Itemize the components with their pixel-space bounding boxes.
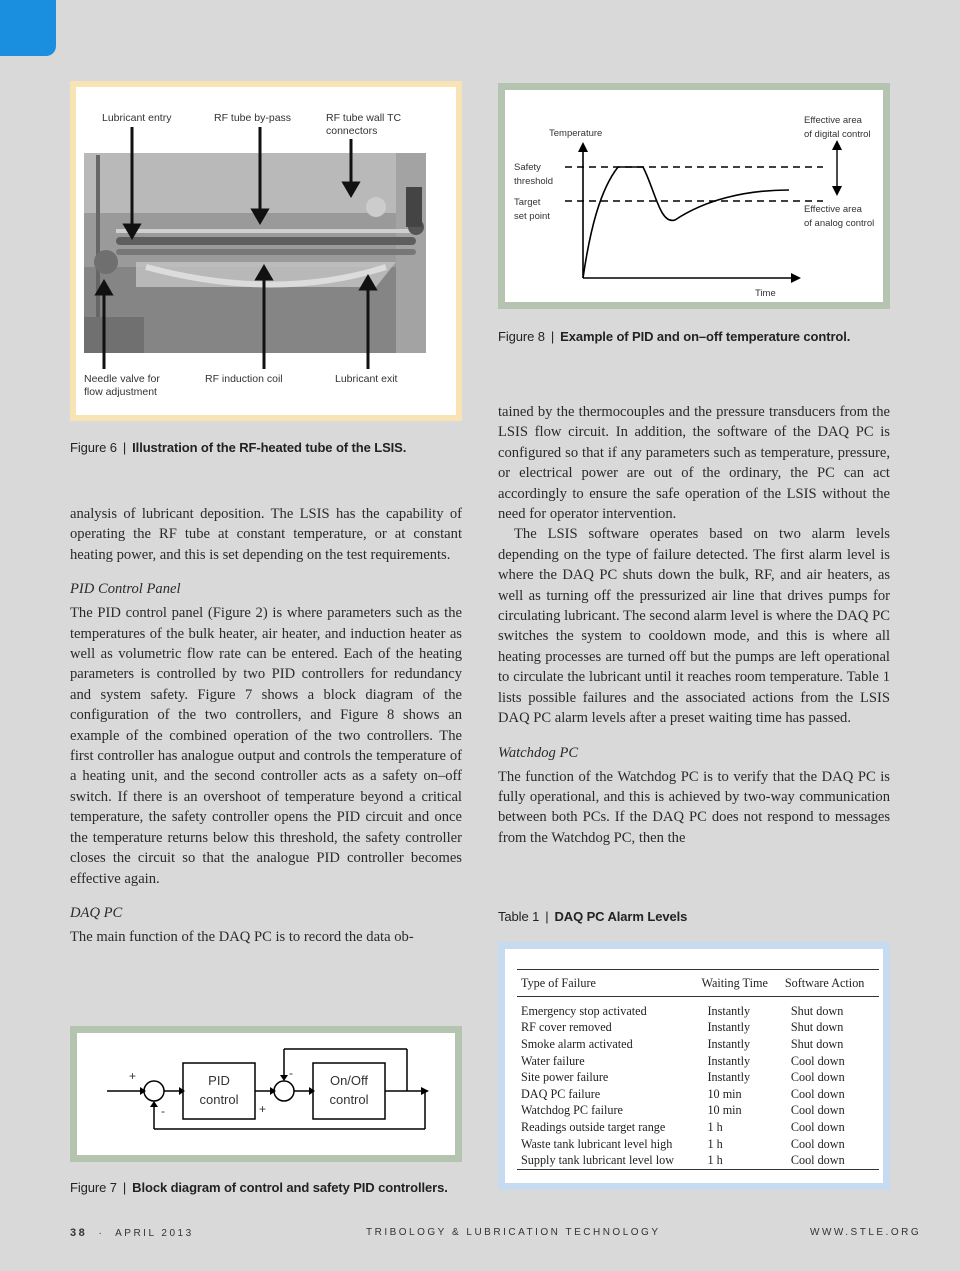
sign-minus-2: - bbox=[289, 1066, 293, 1080]
table-row bbox=[517, 1020, 879, 1037]
table-row bbox=[517, 1136, 879, 1153]
left-paragraph-2: The PID control panel (Figure 2) is where parameters such as the temperatures of the bulk heater, air heater, and induction heater as well as volumetric flow rate can be entered. Each of the heating parameters is controlled by two PID controllers for redundancy and system safety. Figure 7 shows a block diagram of the configuration of the two controllers, and Figure 8 shows an example of the combined operation of the two controllers. The first controller has analogue output and controls the temperature of a heating unit, and the second controller acts as a safety on–off switch. If there is an overshoot of temperature beyond a critical temperature, the safety controller opens the PID circuit and once the temperature returns below this threshold, the safety controller closes the circuit so that the analogue PID controller becomes effective again. bbox=[70, 605, 462, 887]
cell-failure: Emergency stop activated bbox=[521, 1003, 647, 1018]
col-header-failure: Type of Failure bbox=[521, 975, 596, 990]
cell-waiting: Instantly bbox=[707, 1070, 751, 1085]
figure-6 bbox=[70, 81, 462, 421]
label-lubricant-entry: Lubricant entry bbox=[102, 112, 172, 124]
ylabel: Temperature bbox=[549, 128, 603, 139]
corner-tab bbox=[0, 0, 56, 56]
footer-dot: · bbox=[98, 1228, 105, 1239]
journal-name: TRIBOLOGY & LUBRICATION TECHNOLOGY bbox=[366, 1227, 661, 1238]
target-label-2: set point bbox=[514, 211, 550, 222]
col-header-waiting: Waiting Time bbox=[701, 975, 768, 990]
heading-daq-pc: DAQ PC bbox=[70, 904, 123, 921]
figure-6-illustration bbox=[76, 87, 456, 415]
figure-7-caption: Figure 7 | Block diagram of control and safety PID controllers. bbox=[70, 1180, 448, 1195]
cell-action: Cool down bbox=[790, 1086, 845, 1101]
cell-action: Cool down bbox=[790, 1103, 845, 1118]
label-lubricant-exit: Lubricant exit bbox=[335, 373, 398, 385]
heading-pid-control-panel: PID Control Panel bbox=[70, 581, 181, 598]
label-needle-valve: Needle valve for bbox=[84, 373, 160, 385]
alarm-table-body bbox=[517, 997, 879, 1170]
cell-failure: Site power failure bbox=[521, 1070, 609, 1085]
label-rf-tc: RF tube wall TC bbox=[326, 112, 402, 124]
figure-8-plot bbox=[505, 90, 883, 302]
pid-block-label: PID bbox=[208, 1073, 230, 1088]
sign-plus-1: + bbox=[129, 1069, 137, 1083]
xlabel: Time bbox=[755, 288, 776, 299]
label-needle-valve-2: flow adjustment bbox=[84, 386, 157, 398]
table-row bbox=[517, 1053, 879, 1070]
cell-waiting: Instantly bbox=[707, 1020, 751, 1035]
label-rf-bypass: RF tube by-pass bbox=[214, 112, 292, 124]
cell-failure: Watchdog PC failure bbox=[521, 1103, 623, 1118]
left-paragraph-1: analysis of lubricant deposition. The LSIS has the capability of operating the RF tube at constant temperature, or at constant heating power, and this is set depending on the test requirements. bbox=[70, 506, 462, 563]
cell-waiting: Instantly bbox=[707, 1036, 751, 1051]
digital-label: Effective area bbox=[804, 115, 862, 126]
cell-waiting: 10 min bbox=[707, 1086, 742, 1101]
cell-action: Shut down bbox=[790, 1003, 844, 1018]
alarm-table bbox=[517, 969, 879, 1170]
cell-action: Cool down bbox=[790, 1119, 845, 1134]
website: WWW.STLE.ORG bbox=[810, 1227, 922, 1238]
cell-failure: Readings outside target range bbox=[521, 1119, 666, 1134]
cell-failure: Supply tank lubricant level low bbox=[521, 1153, 674, 1168]
cell-waiting: 1 h bbox=[707, 1153, 723, 1168]
table-row bbox=[517, 1036, 879, 1053]
sign-plus-2: + bbox=[259, 1102, 267, 1116]
pid-block-label-2: control bbox=[199, 1092, 239, 1107]
cell-action: Cool down bbox=[790, 1153, 845, 1168]
cell-waiting: Instantly bbox=[707, 1003, 751, 1018]
cell-action: Cool down bbox=[790, 1053, 845, 1068]
issue-date: APRIL 2013 bbox=[115, 1228, 194, 1239]
analog-label: Effective area bbox=[804, 204, 862, 215]
footer-left bbox=[70, 1227, 194, 1239]
right-paragraph-1: tained by the thermocouples and the pressure transducers from the LSIS flow circuit. In addition, the software of the DAQ PC is configured so that if any parameters such as temperature, pressure, or electrical power are out of the ordinary, the PC can act accordingly to ensure the safe operation of the LSIS without the need for operator intervention. bbox=[498, 404, 890, 523]
right-paragraph-3: The function of the Watchdog PC is to verify that the DAQ PC is fully operational, and this is achieved by two-way communication between both PCs. If the DAQ PC does not respond to messages from the Watchdog PC, then the bbox=[498, 768, 890, 846]
rig-photo bbox=[84, 153, 426, 353]
cell-waiting: 10 min bbox=[707, 1103, 742, 1118]
analog-label-2: of analog control bbox=[804, 218, 875, 229]
figure-8-caption: Figure 8 | Example of PID and on–off temperature control. bbox=[498, 329, 851, 344]
figure-7 bbox=[70, 1026, 462, 1162]
onoff-block-label-2: control bbox=[329, 1092, 369, 1107]
cell-action: Cool down bbox=[790, 1070, 845, 1085]
table-row bbox=[517, 1119, 879, 1136]
figure-6-caption: Figure 6 | Illustration of the RF-heated tube of the LSIS. bbox=[70, 440, 407, 455]
cell-action: Cool down bbox=[790, 1136, 845, 1151]
heading-watchdog-pc: Watchdog PC bbox=[498, 744, 579, 761]
cell-failure: DAQ PC failure bbox=[521, 1086, 601, 1101]
table-row bbox=[517, 1069, 879, 1086]
cell-failure: Waste tank lubricant level high bbox=[521, 1136, 673, 1151]
page-number: 38 bbox=[70, 1227, 88, 1239]
target-label: Target bbox=[514, 197, 541, 208]
label-rf-tc-2: connectors bbox=[326, 125, 378, 137]
figure-7-diagram bbox=[77, 1033, 455, 1155]
table-row bbox=[517, 997, 879, 1020]
right-column bbox=[498, 402, 890, 848]
cell-action: Shut down bbox=[790, 1020, 844, 1035]
cell-waiting: Instantly bbox=[707, 1053, 751, 1068]
cell-failure: RF cover removed bbox=[521, 1020, 612, 1035]
onoff-block-label: On/Off bbox=[329, 1073, 369, 1088]
table-1-caption: Table 1 | DAQ PC Alarm Levels bbox=[498, 909, 688, 924]
table-row bbox=[517, 1103, 879, 1120]
cell-waiting: 1 h bbox=[707, 1119, 723, 1134]
col-header-action: Software Action bbox=[784, 975, 865, 990]
label-rf-coil: RF induction coil bbox=[205, 373, 283, 385]
sign-minus-1: - bbox=[161, 1104, 165, 1118]
table-row bbox=[517, 1086, 879, 1103]
cell-failure: Water failure bbox=[521, 1053, 585, 1068]
right-paragraph-2: The LSIS software operates based on two alarm levels depending on the type of failure detected. The first alarm level is where the DAQ PC shuts down the bulk, RF, and air heaters, as well as turning off the pressurized air line that drives pumps for circulating lubricant. The second alarm level is where the DAQ PC switches the system to cooldown mode, and this is where all heating processes are turned off but the pumps are left operational to circulate the lubricant until it reaches room temperature. Table 1 lists possible failures and the associated actions from the LSIS DAQ PC alarm levels after a preset waiting time has passed. bbox=[498, 526, 890, 727]
figure-8 bbox=[498, 83, 890, 309]
table-row bbox=[517, 1152, 879, 1169]
safety-label: Safety bbox=[514, 162, 541, 173]
digital-label-2: of digital control bbox=[804, 129, 871, 140]
table-1 bbox=[498, 942, 890, 1190]
cell-waiting: 1 h bbox=[707, 1136, 723, 1151]
left-column bbox=[70, 504, 462, 947]
cell-action: Shut down bbox=[790, 1036, 844, 1051]
safety-label-2: threshold bbox=[514, 176, 554, 187]
left-paragraph-3: The main function of the DAQ PC is to record the data ob- bbox=[70, 928, 414, 945]
cell-failure: Smoke alarm activated bbox=[521, 1036, 633, 1051]
